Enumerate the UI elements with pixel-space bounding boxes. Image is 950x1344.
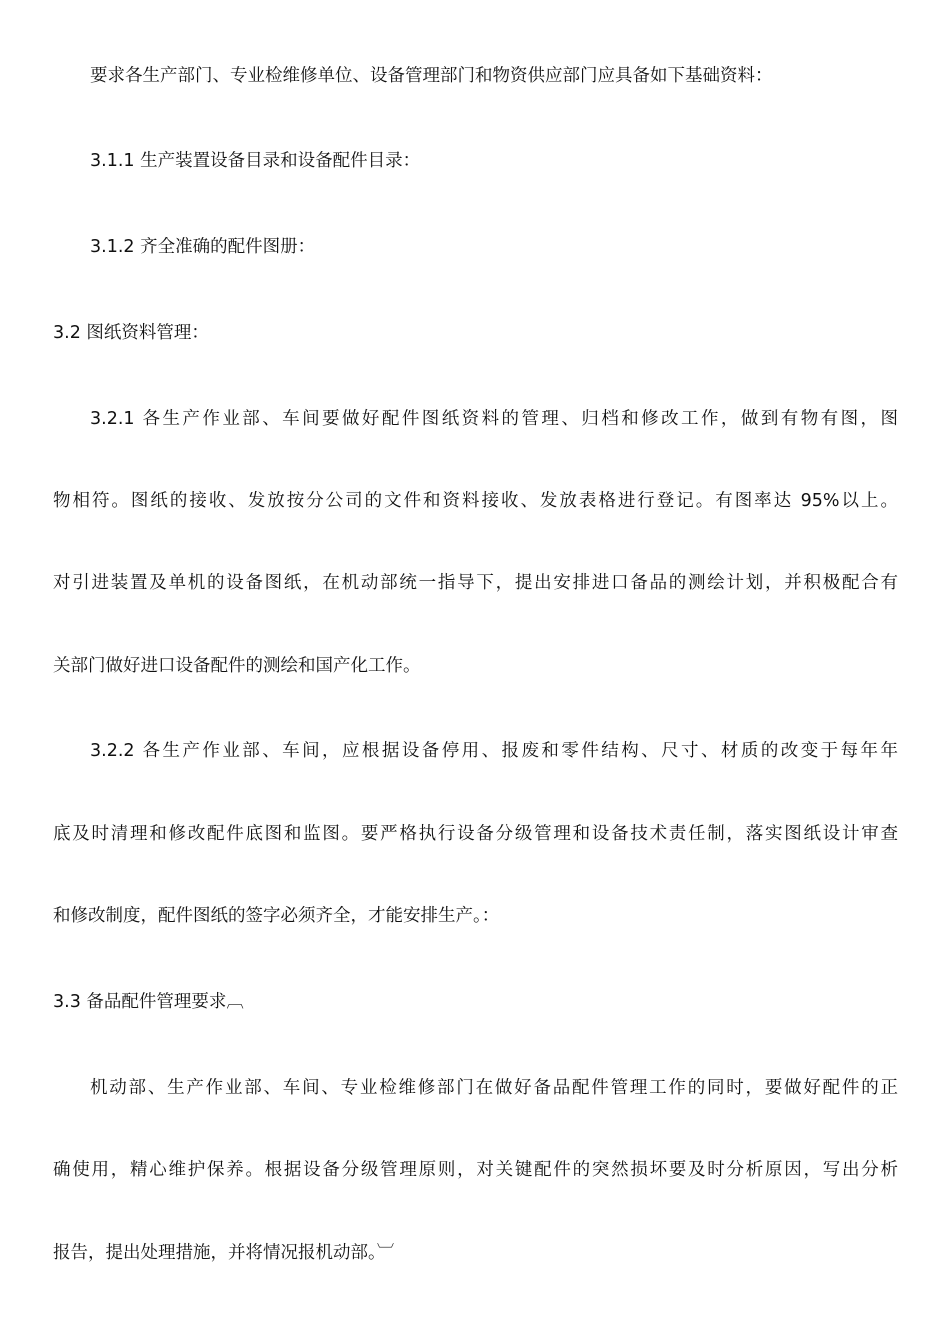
paragraph-3-3-line-3: 报告，提出处理措施，并将情况报机动部。︺ [53,1243,395,1263]
intro-paragraph: 要求各生产部门、专业检维修单位、设备管理部门和物资供应部门应具备如下基础资料： [90,66,773,86]
section-3-2-heading: 3.2 图纸资料管理： [53,323,209,343]
paragraph-3-3-line-1: 机动部、生产作业部、车间、专业检维修部门在做好备品配件管理工作的同时，要做好配件的正 [90,1078,898,1098]
section-3-3-heading: 3.3 备品配件管理要求︹ [53,992,244,1012]
paragraph-3-2-2-line-3: 和修改制度，配件图纸的签字必须齐全，才能安排生产。： [53,906,500,926]
paragraph-3-2-1-line-1: 3.2.1 各生产作业部、车间要做好配件图纸资料的管理、归档和修改工作，做到有物有图，图 [90,409,898,429]
paragraph-3-2-1-line-3: 对引进装置及单机的设备图纸，在机动部统一指导下，提出安排进口备品的测绘计划，并积极配合有 [53,573,898,593]
paragraph-3-2-1-line-2: 物相符。图纸的接收、发放按分公司的文件和资料接收、发放表格进行登记。有图率达 95%以上。 [53,491,898,511]
section-3-1-2: 3.1.2 齐全准确的配件图册： [90,237,316,257]
paragraph-3-2-1-line-4: 关部门做好进口设备配件的测绘和国产化工作。 [53,656,421,676]
paragraph-3-3-line-2: 确使用，精心维护保养。根据设备分级管理原则，对关键配件的突然损坏要及时分析原因，写出分析 [53,1160,898,1180]
paragraph-3-2-2-line-2: 底及时清理和修改配件底图和监图。要严格执行设备分级管理和设备技术责任制，落实图纸设计审查 [53,824,898,844]
paragraph-3-2-2-line-1: 3.2.2 各生产作业部、车间，应根据设备停用、报废和零件结构、尺寸、材质的改变于每年年 [90,741,898,761]
section-3-1-1: 3.1.1 生产装置设备目录和设备配件目录： [90,151,421,171]
